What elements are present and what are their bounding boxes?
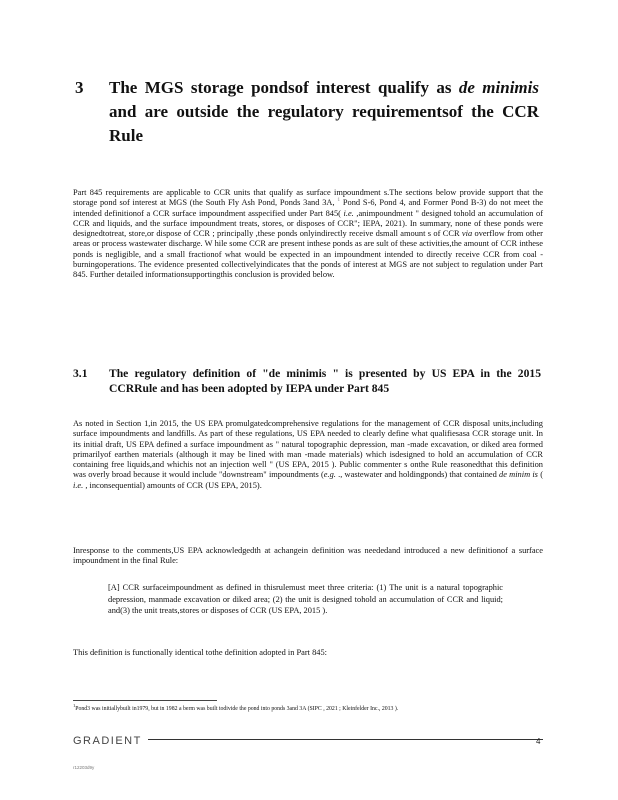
page-number: 4 bbox=[536, 737, 541, 746]
subsection-title: The regulatory definition of "de minimis " is presented by US EPA in the 2015 CCRRule and has been adopted by IEPA under Part 845 bbox=[109, 367, 541, 395]
section-title: The MGS storage pondsof interest qualify as de minimis and are outside the regulatory requirementsof the CCR Rule bbox=[109, 78, 539, 145]
intro-paragraph: Part 845 requirements are applicable to CCR units that qualify as surface impoundment s.The sections below provide support that the storage pond sof interest at MGS (the South Fly Ash Pond, Ponds 3and 3A, $^1$ Pond S-6, Pond 4, and Former Pond B-3) do not meet the intended definitionof a CCR surface impoundment asspecified under Part 845( i.e. ,animpoundment " designed tohold an accumulation of CCR and liquids, and the surface impoundment treats, stores, or disposes of CCR"; IEPA, 2021). In summary, none of these ponds were designedtotreat, store,or dispose of CCR ; principally ,these ponds onlyindirectly receive dsmall amount s of CCR via overflow from other areas or process wastewater discharge. W hile some CCR are present inthese ponds as are sult of these activities,the amount of CCR inthese ponds is negligible, and a small fractionof what would be expected in an impoundment intended to directly receive CCR from coal -burningoperations. The evidence presented collectivelyindicates that the ponds of interest at MGS are not subject to regulation under Part 845. Further detailed informationsupportingthis conclusion is provided below. bbox=[73, 188, 543, 280]
footnote bbox=[73, 705, 543, 713]
footnote-marker: 1 bbox=[73, 703, 76, 709]
paragraph-regulation-history: As noted in Section 1,in 2015, the US EPA promulgatedcomprehensive regulations for the management of CCR disposal units,including surface impoundments and landfills. As part of these regulations, US EPA needed to clearly define what qualifiesasa CCR storage unit. In its initial draft, US EPA defined a surface impoundment as " natural topographic depression, man -made excavation, or diked area formed primarilyof earthen materials (although it may be lined with man -made materials) which isdesigned to hold an accumulation of CCR containing free liquids,and whichis not an injection well " (US EPA, 2015 ). Public commenter s onthe Rule reasonedthat this definition was overly broad because it would include "downstream" impoundments (e.g. ., wastewater and holdingponds) that contained de minim is ( i.e. , inconsequential) amounts of CCR (US EPA, 2015). bbox=[73, 419, 543, 490]
subsection-number: 3.1 bbox=[73, 367, 88, 380]
footnote-text: Pond3 was initiallybuilt in1979, but in 1982 a berm was built todivide the pond into ponds 3and 3A (SIPC , 2021 ; Kleinfelder Inc., 2013 ). bbox=[75, 706, 399, 712]
footnote-reference[interactable]: 1 bbox=[337, 197, 341, 204]
paragraph-epa-response: Inresponse to the comments,US EPA acknowledgedth at achangein definition was neededand introduced a new definitionof a surface impoundment in the final Rule: bbox=[73, 546, 543, 566]
section-number: 3 bbox=[75, 78, 84, 97]
paragraph-definition: This definition is functionally identical tothe definition adopted in Part 845: bbox=[73, 648, 327, 657]
document-id: r12203d9y bbox=[73, 765, 95, 770]
footnote-divider bbox=[73, 700, 217, 701]
gradient-logo: GRADIENT bbox=[73, 735, 148, 747]
block-quote: [A] CCR surfaceimpoundment as defined in thisrulemust meet three criteria: (1) The unit is a natural topographic depression, manmade excavation or diked area; (2) the unit is designed tohold an accumulation of CCR and liquid; and(3) the unit treats,stores or disposes of CCR (US EPA, 2015 ). bbox=[108, 583, 503, 615]
